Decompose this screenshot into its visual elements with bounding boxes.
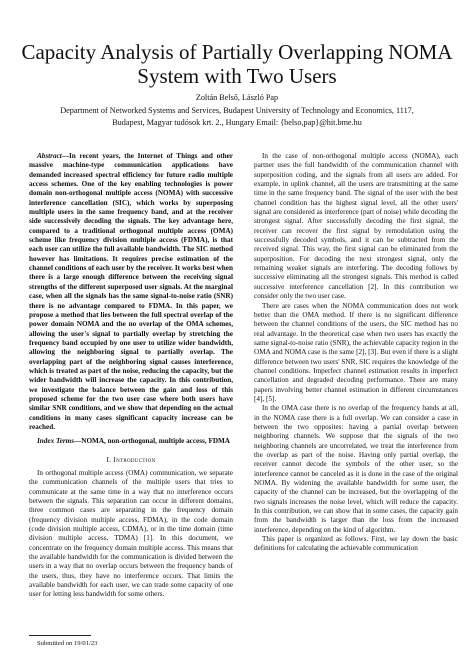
abstract-text: —In recent years, the Internet of Things and other massive machine-type communication applications have demanded increased spectral efficiency for future radio multiple access schemes. One of the key enabling technologies is power domain non-orthogonal multiple access (NOMA) with successive interference cancellation (SIC), which works by superposing multiple users in the same frequency band, and at the receiver side successively decoding the signals. The key advantage here, compared to a traditional orthogonal multiple access (OMA) scheme like frequency division multiple access (FDMA), is that each user can utilize the full available bandwidth. The SIC method however has limitations. It requires precise estimation of the channel conditions of each user by the receiver. It works best when there is a large enough difference between the receiving signal strengths of the different superposed user signals. At the marginal case, when all the signals has the same signal-to-noise ratio (SNR) there is no advantage compared to FDMA. In this paper, we propose a method that lies between the full spectral overlap of the power domain NOMA and the no overlap of the OMA schemes, allowing the user's signal to partially overlap by stretching the frequency band occupied by one user to utilize wider bandwidth, allowing the neighboring signal to partially overlap. The overlapping part of the neighboring signal causes interference, which is treated as part of the noise, reducing the capacity, but the wider bandwidth will increase the capacity. In this contribution, we investigate the balance between the gain and loss of this proposed scheme for the two user case where both users have similar SNR conditions, and we show that depending on the actual conditions in many cases significant capacity increase can be reached. [29,152,234,431]
affiliation [20,105,454,128]
right-paragraph: This paper is organized as follows. First, we lay down the basic definitions for calculating the achievable communication [254,535,458,553]
index-terms [29,437,233,446]
paper-title: Capacity Analysis of Partially Overlapping NOMA System with Two Users [21,40,453,88]
left-paragraph: In orthogonal multiple access (OMA) communication, we separate the communication channels of the multiple users that tries to communicate at the same time in a way that no interference occurs between the signals. This separation can occur in different domains, three common cases are separating in the frequency domain (frequency division multiple access, FDMA), in the code domain (code division multiple access, CDMA), or in the time domain (time division multiple access, TDMA) [1]. In this document, we concentrate on the frequency domain multiple access. This means that the available bandwidth for the communication is divided between the users in a way that no overlap occurs between the frequency bands of the users, thus, they have no interference occurs. That limits the available bandwidth for each user, we can trade some capacity of one user for letting less bandwidth for some others. [29,469,233,599]
left-column [29,152,233,600]
footnote-rule [29,635,91,636]
authors: Zoltán Belső, László Pap [195,93,279,102]
affiliation-line-2: Budapest, Magyar tudósok krt. 2., Hungary Email: {belso,pap}@hit.bme.hu [112,117,362,127]
index-terms-text: —NOMA, non-orthogonal, multiple access, FDMA [74,437,230,446]
abstract [29,152,233,432]
right-paragraph: In the OMA case there is no overlap of the frequency bands at all, in the NOMA case there is a full overlap. We can consider a case in between the two opposites: having a partial overlap between neighboring channels. We suppose that the signals of the two neighboring channels are uncorrelated, we treat the interference from the overlap as part of the noise. Having only partial overlap, the receiver cannot decode the symbols of the other user, so the interference cannot be canceled as it is done in the case of the original NOMA. By widening the available bandwidth for some user, the capacity of the channel can be increased, but the overlapping of the two signals increases the noise level, which will reduce the capacity. In this contribution, we can show that in some cases, the capacity gain from the bandwidth is larger than the loss from the increased interference, depending on the kind of algorithm. [254,404,458,534]
footnote: Submitted on 19/01/23 [37,640,98,647]
right-paragraph: In the case of non-orthogonal multiple access (NOMA), each partner uses the full bandwidth of the communication channel with superposition coding, and the signals from all users are added. For example, in uplink channel, all the users are transmitting at the same time in the same frequency band. The signal of the user with the best channel condition has the highest signal level, all the other users' signal are considered as interference (part of noise) while decoding the strongest signal. After successfully decoding the first signal, the receiver can recover the first signal by remodulation using the successfully decoded symbols, and it can be subtracted from the received signal. This way, the first signal can be eliminated from the superposition. For decoding the next strongest signal, only the remaining weaker signals are interfering. The decoding follows by successive eliminating all the strongest signals. This method is called successive interference cancellation [2]. In this contribution we consider only the two user case. [254,152,458,301]
right-column [254,152,458,554]
index-terms-lead: Index Terms [37,437,75,446]
right-paragraph: There are cases when the NOMA communication does not work better than the OMA method. If there is no significant difference between the channel conditions of the users, the SIC method has no real advantage. In the theoretical case when two users has exactly the same signal-to-noise ratio (SNR), the achievable capacity region in the OMA and NOMA case is the same [2], [3]. But even if there is a slight difference between two users' SNR, SIC requires the knowledge of the channel conditions. Imperfect channel estimation results in imperfect cancellation and degraded decoding performance. There are many papers involving better channel estimation in different circumstances [4], [5]. [254,301,458,403]
abstract-lead: Abstract [37,152,62,160]
section-heading-introduction: I. Introduction [106,455,156,464]
affiliation-line-1: Department of Networked Systems and Services, Budapest University of Technology and Economics, 1117, [60,106,414,115]
